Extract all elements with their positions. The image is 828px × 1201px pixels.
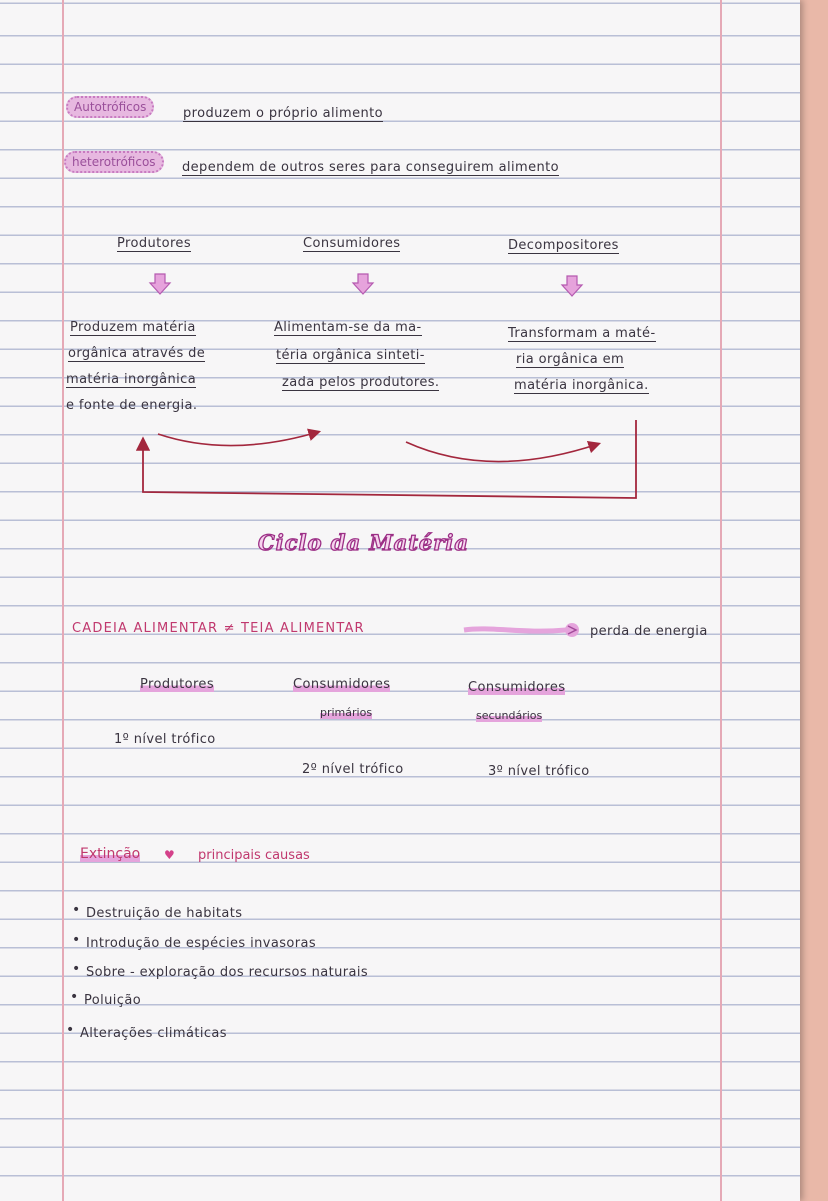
matter-cycle-arrows [130, 418, 650, 510]
extinction-cause: Introdução de espécies invasoras [86, 936, 317, 951]
decomposers-line-1: Transformam a maté- [508, 326, 656, 341]
autotrophs-label: Autotróficos [66, 96, 154, 118]
producers-line-4: e fonte de energia. [66, 398, 198, 413]
bullet-icon: • [72, 961, 81, 977]
producers-title: Produtores [117, 236, 191, 251]
trophic-level-1: 1º nível trófico [114, 732, 216, 747]
right-margin-line [720, 0, 722, 1201]
consumers-line-3: zada pelos produtores. [282, 375, 440, 390]
trophic-producers: Produtores [140, 677, 214, 692]
consumers-title: Consumidores [303, 236, 401, 251]
down-arrow-icon [148, 272, 172, 296]
producers-line-1: Produzem matéria [70, 320, 196, 335]
heterotrophs-label: heterotróficos [64, 151, 164, 173]
decomposers-title: Decompositores [508, 238, 619, 253]
down-arrow-icon [560, 274, 584, 298]
consumers-line-1: Alimentam-se da ma- [274, 320, 422, 335]
energy-loss-note: perda de energia [590, 624, 708, 639]
trophic-primary-consumers-2: primários [320, 706, 373, 719]
trophic-secondary-consumers-2: secundários [476, 709, 543, 722]
extinction-cause: Destruição de habitats [86, 906, 243, 921]
consumers-line-2: téria orgânica sinteti- [276, 348, 425, 363]
decomposers-line-2: ria orgânica em [516, 352, 625, 367]
decomposers-line-3: matéria inorgânica. [514, 378, 649, 393]
trophic-level-2: 2º nível trófico [302, 762, 404, 777]
producers-line-3: matéria inorgânica [66, 372, 197, 387]
food-chain-header: CADEIA ALIMENTAR ≠ TEIA ALIMENTAR [72, 621, 365, 636]
producers-line-2: orgânica através de [68, 346, 206, 361]
bullet-icon: • [66, 1022, 75, 1038]
autotrophs-definition: produzem o próprio alimento [183, 106, 383, 121]
trophic-secondary-consumers-1: Consumidores [468, 680, 566, 695]
heterotrophs-definition: dependem de outros seres para conseguirem alimento [182, 160, 559, 175]
energy-loss-arrow-icon [462, 620, 582, 640]
trophic-primary-consumers-1: Consumidores [293, 677, 391, 692]
left-margin-line [62, 0, 64, 1201]
bullet-icon: • [70, 989, 79, 1005]
extinction-title: Extinção [80, 846, 141, 862]
down-arrow-icon [351, 272, 375, 296]
trophic-level-3: 3º nível trófico [488, 764, 590, 779]
cycle-of-matter-title: Ciclo da Matéria [258, 530, 469, 555]
heart-icon: ♥ [164, 848, 175, 862]
extinction-cause: Alterações climáticas [80, 1026, 227, 1041]
bullet-icon: • [72, 902, 81, 918]
extinction-cause: Poluição [84, 993, 142, 1008]
extinction-subtitle: principais causas [198, 848, 310, 863]
bullet-icon: • [72, 932, 81, 948]
extinction-cause: Sobre - exploração dos recursos naturais [86, 965, 369, 980]
